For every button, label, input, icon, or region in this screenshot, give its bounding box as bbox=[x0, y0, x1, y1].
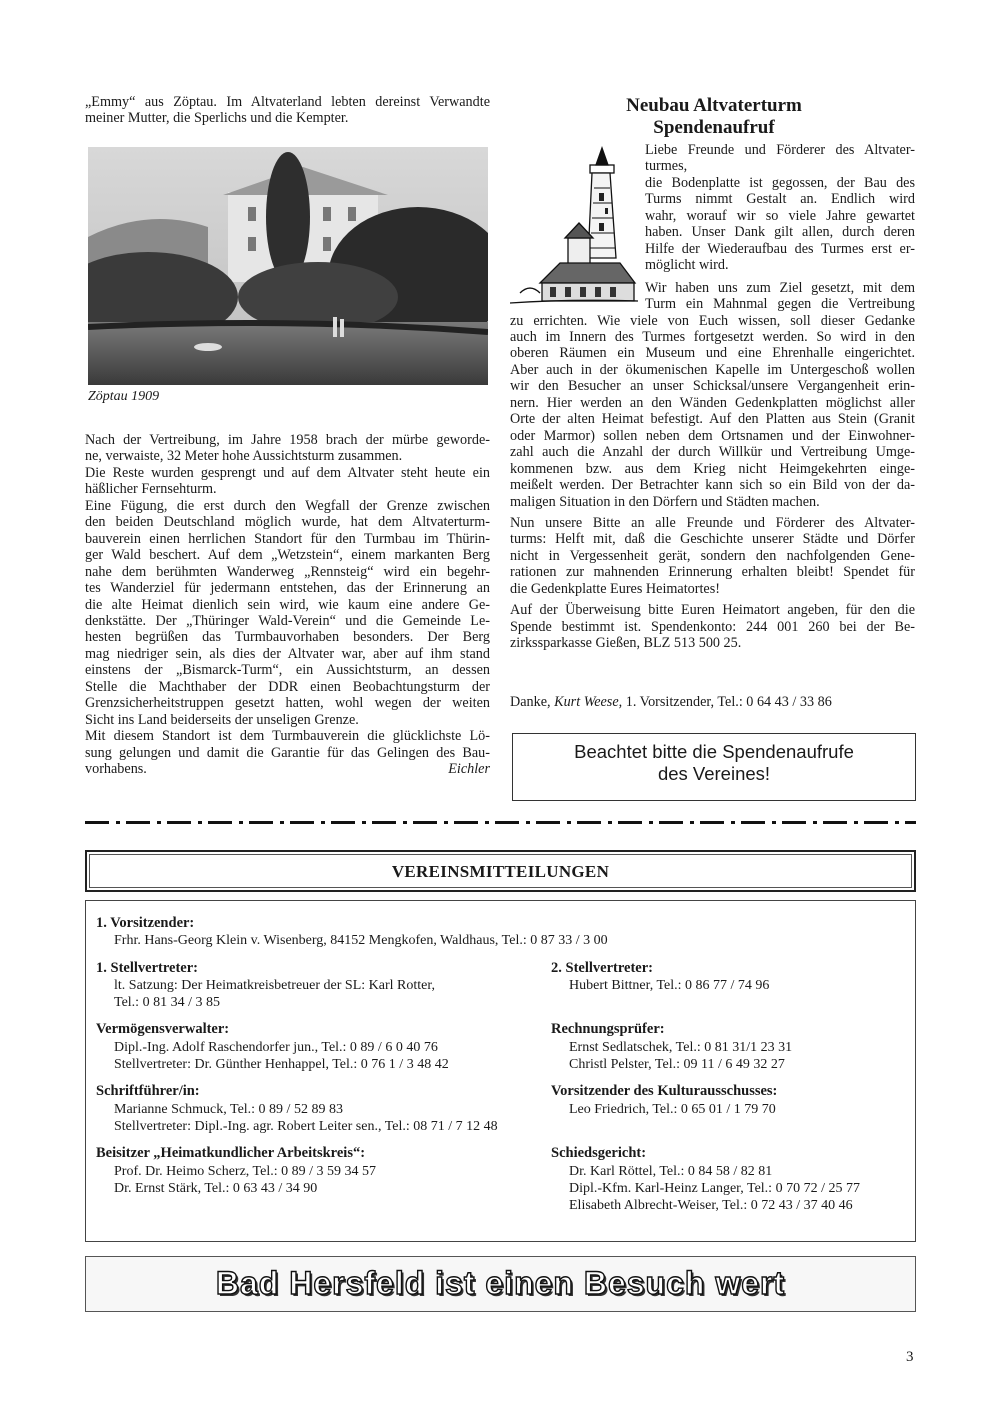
text-line: Wir haben uns zum Ziel gesetzt, mit dem bbox=[645, 279, 915, 296]
text-line: möglicht wird. bbox=[645, 257, 729, 274]
committee-grid bbox=[96, 960, 915, 1225]
text-line: Sicht ins Land beiderseits der unseligen Grenze. bbox=[85, 711, 359, 728]
text-line: einstens der „Bismarck-Turm“, ein Aussichtsturm, an dessen bbox=[85, 662, 490, 679]
paragraph bbox=[85, 465, 490, 498]
thanks-contact: 1. Vorsitzender, Tel.: 0 64 43 / 33 86 bbox=[622, 694, 832, 710]
entry-line: lt. Satzung: Der Heimatkreisbetreuer der SL: Karl Rotter, bbox=[114, 977, 435, 993]
text-line: maligen Situation in den Dörfern und Städten machen. bbox=[510, 493, 820, 510]
callout-line-1: Beachtet bitte die Spendenaufrufe bbox=[574, 741, 854, 762]
entry-label: Schiedsgericht: bbox=[551, 1145, 647, 1162]
article-title bbox=[510, 95, 918, 139]
entry-line: Dipl.-Ing. Adolf Raschendorfer jun., Tel.: 0 89 / 6 0 40 76 bbox=[114, 1039, 438, 1055]
committee-entry bbox=[551, 1083, 911, 1135]
text-line: zirkssparkasse Gießen, BLZ 513 500 25. bbox=[510, 635, 742, 652]
text-line: Stelle die Machthaber der DDR einen Beobachtungsturm der bbox=[85, 678, 490, 695]
text-line: Auf der Überweisung bitte Euren Heimatort angeben, für den die bbox=[510, 602, 915, 619]
text-line: häßlicher Fernsehturm. bbox=[85, 481, 217, 498]
banner-text: Bad Hersfeld ist einen Besuch wert bbox=[215, 1265, 786, 1301]
thanks-prefix: Danke, bbox=[510, 694, 555, 710]
entry-line: Prof. Dr. Heimo Scherz, Tel.: 0 89 / 3 59 34 57 bbox=[114, 1163, 377, 1179]
right-article bbox=[510, 142, 915, 652]
text-line: Orte der alten Heimat befestigt. Auf den Platten aus Stein (Granit bbox=[510, 411, 915, 428]
text-line: oder Marmor) sollen neben dem Ortsnamen und der Einwohner- bbox=[510, 427, 915, 444]
text-line: die Gedenkplatte Eures Heimatortes! bbox=[510, 580, 720, 597]
text-line: turmes, bbox=[645, 158, 688, 175]
page-number: 3 bbox=[906, 1349, 914, 1365]
promo-banner bbox=[85, 1256, 916, 1312]
entry-label: Schriftführer/in: bbox=[96, 1083, 200, 1100]
text-line: Eine Fügung, die erst durch den Wegfall der Grenze zwischen bbox=[85, 497, 490, 514]
committee-entry bbox=[96, 1145, 551, 1214]
text-line: Turm ein Mahnmal gegen die Vertreibung bbox=[645, 296, 915, 313]
text-line: kommenen bzw. aus dem Krieg nicht Heimgekehrten einge- bbox=[510, 460, 915, 477]
text-line: Aber auch in der ökumenischen Kapelle im Untergeschoß wollen bbox=[510, 361, 915, 378]
text-line: hesten begrüßen das Turmbauvorhaben besonders. Der Berg bbox=[85, 629, 490, 646]
text-line: bauverein einen herrlichen Standort für den Turmbau im Thürin- bbox=[85, 530, 490, 547]
text-line: zahl auch die Anzahl der durch Willkür und Vertreibung Umge- bbox=[510, 444, 915, 461]
text-line: Mit diesem Standort ist dem Turmbauverein die glücklichste Lö- bbox=[85, 728, 490, 745]
paragraph bbox=[510, 175, 915, 274]
entry-label: 1. Stellvertreter: bbox=[96, 959, 198, 976]
committee-entry bbox=[551, 1145, 911, 1214]
entry-line: Hubert Bittner, Tel.: 0 86 77 / 74 96 bbox=[569, 977, 770, 993]
text-line: die alte Heimat dienlich sein wird, wie kaum eine andere Ge- bbox=[85, 596, 490, 613]
text-line: nahe dem berühmten Wanderweg „Rennsteig“ wird ein begehr- bbox=[85, 563, 490, 580]
thanks-name: Kurt Weese, bbox=[554, 694, 623, 710]
text-line: wahr, worauf wir so viele Jahre gewartet bbox=[645, 207, 915, 224]
text-line: mag niedriger sein, als dies der Altvater war, aber auf ihm stand bbox=[85, 645, 490, 662]
text-line: die Bodenplatte ist gegossen, der Bau des bbox=[645, 174, 915, 191]
text-line: zu errichten. Wie viele von Euch wissen, soll dieser Gedanke bbox=[510, 312, 915, 329]
text-line: haben. Unser Dank gilt allen, durch deren bbox=[645, 224, 915, 241]
text-line-with-signature bbox=[85, 761, 490, 777]
entry-label: Vermögensverwalter: bbox=[96, 1021, 230, 1038]
text-line: Turms nimmt Gestalt an. Endlich wird bbox=[645, 191, 915, 208]
text-line: sung gelungen und damit die Garantie für das Gelingen des Bau- bbox=[85, 744, 490, 761]
entry-line: Stellvertreter: Dr. Günther Henhappel, Tel.: 0 76 1 / 3 48 42 bbox=[114, 1057, 449, 1073]
text-line: wir den Besucher an unser Schicksal/unsere Vergangenheit erin- bbox=[510, 378, 915, 395]
entry-line: Dr. Karl Röttel, Tel.: 0 84 58 / 82 81 bbox=[569, 1163, 773, 1179]
text-line: vorhabens. bbox=[85, 761, 147, 778]
entry-line: Dipl.-Kfm. Karl-Heinz Langer, Tel.: 0 70 72 / 25 77 bbox=[569, 1180, 860, 1196]
text-line: nicht in Vergessenheit gerät, sondern den nachfolgenden Gene- bbox=[510, 547, 915, 564]
text-line: denkstätte. Der „Thüringer Wald-Verein“ und die Gemeinde Le- bbox=[85, 612, 490, 629]
title-line-2: Spendenaufruf bbox=[653, 117, 775, 138]
text-line: ger Wald beschert. Auf dem „Wetzstein“, einem markanten Berg bbox=[85, 547, 490, 564]
thanks-line bbox=[510, 694, 915, 710]
committee-entry bbox=[551, 960, 911, 1012]
text-line: „Emmy“ aus Zöptau. Im Altvaterland lebten dereinst Verwandte bbox=[85, 94, 490, 110]
text-line: Spende bestimmt ist. Spendenkonto: 244 001 260 bei der Be- bbox=[510, 618, 915, 635]
text-line: Hilfe der Wiederaufbau des Turmes erst er- bbox=[645, 240, 915, 257]
entry-line: Tel.: 0 81 34 / 3 85 bbox=[114, 995, 220, 1011]
text-line: nern. Hier werden an den Wänden Gedenkplatten möglichst aller bbox=[510, 394, 915, 411]
entry-label: Vorsitzender des Kulturausschusses: bbox=[551, 1083, 778, 1100]
entry-line: Stellvertreter: Dipl.-Ing. agr. Robert Leiter sen., Tel.: 08 71 / 7 12 48 bbox=[114, 1118, 498, 1134]
text-line: ne, verwaiste, 32 Meter hohe Aussichtsturm zusammen. bbox=[85, 448, 403, 465]
left-intro bbox=[85, 94, 490, 127]
entry-line: Leo Friedrich, Tel.: 0 65 01 / 1 79 70 bbox=[569, 1101, 776, 1117]
entry-line: Frhr. Hans-Georg Klein v. Wisenberg, 84152 Mengkofen, Waldhaus, Tel.: 0 87 33 / 3 00 bbox=[114, 933, 608, 949]
text-line: tes Wanderziel für jedermann entstehen, das der Erinnerung an bbox=[85, 580, 490, 597]
text-line: rationen zur mahnenden Erinnerung erhalten bleibt! Spendet für bbox=[510, 564, 915, 581]
entry-label: 1. Vorsitzender: bbox=[96, 915, 195, 931]
donation-callout-box bbox=[512, 733, 916, 801]
entry-line: Elisabeth Albrecht-Weiser, Tel.: 0 72 43 / 37 40 46 bbox=[569, 1198, 853, 1214]
paragraph bbox=[510, 142, 915, 175]
title-line-1: Neubau Altvaterturm bbox=[626, 95, 802, 116]
committee-entry bbox=[96, 1021, 551, 1073]
committee-box bbox=[85, 900, 916, 1242]
text-line: meiner Mutter, die Sperlichs und die Kempter. bbox=[85, 110, 349, 127]
text-line: Liebe Freunde und Förderer des Altvater- bbox=[645, 142, 915, 158]
entry-line: Christl Pelster, Tel.: 09 11 / 6 49 32 27 bbox=[569, 1057, 785, 1073]
entry-line: Ernst Sedlatschek, Tel.: 0 81 31/1 23 31 bbox=[569, 1039, 793, 1055]
committee-entry bbox=[551, 1021, 911, 1073]
entry-label: Beisitzer „Heimatkundlicher Arbeitskreis“: bbox=[96, 1145, 366, 1162]
entry-label: 2. Stellvertreter: bbox=[551, 959, 653, 976]
text-line: auch im Innern des Turmes fortgesetzt werden. So wird in den bbox=[510, 328, 915, 345]
text-line: turms: Helft mit, daß die Geschichte unserer Städte und Dörfer bbox=[510, 531, 915, 548]
paragraph bbox=[85, 432, 490, 465]
callout-line-2: des Vereines! bbox=[657, 763, 771, 784]
text-line: den beiden Deutschland möglich wurde, hat dem Altvaterturm- bbox=[85, 514, 490, 531]
text-line: Nun unsere Bitte an alle Freunde und Förderer des Altvater- bbox=[510, 514, 915, 531]
paragraph bbox=[85, 498, 490, 728]
entry-line: Dr. Ernst Stärk, Tel.: 0 63 43 / 34 90 bbox=[114, 1180, 318, 1196]
paragraph bbox=[510, 602, 915, 651]
photo-caption: Zöptau 1909 bbox=[88, 389, 160, 404]
paragraph bbox=[510, 515, 915, 597]
committee-entry-chair bbox=[96, 915, 915, 950]
committee-entry bbox=[96, 960, 551, 1012]
author-signature: Eichler bbox=[448, 761, 490, 778]
text-line: Die Reste wurden gesprengt und auf dem Altvater steht heute ein bbox=[85, 464, 490, 481]
entry-line: Marianne Schmuck, Tel.: 0 89 / 52 89 83 bbox=[114, 1101, 343, 1117]
committee-entry bbox=[96, 1083, 551, 1135]
entry-label: Rechnungsprüfer: bbox=[551, 1021, 665, 1038]
text-line: meißelt werden. Der Betrachter kann sich so ein Bild von der da- bbox=[510, 477, 915, 494]
text-line: oberen Räumen ein Museum und eine Ehrenhalle eingerichtet. bbox=[510, 345, 915, 362]
text-line: Grenzsicherheitstruppen gesetzt hatten, wohl wegen der weiten bbox=[85, 695, 490, 712]
paragraph bbox=[510, 280, 915, 510]
photo-zoeptau bbox=[88, 147, 488, 385]
section-heading: VEREINSMITTEILUNGEN bbox=[85, 850, 916, 892]
left-article bbox=[85, 432, 490, 778]
text-line: Nach der Vertreibung, im Jahre 1958 brach der mürbe geworde- bbox=[85, 432, 490, 448]
paragraph bbox=[85, 728, 490, 777]
dash-dot-separator bbox=[85, 821, 916, 824]
